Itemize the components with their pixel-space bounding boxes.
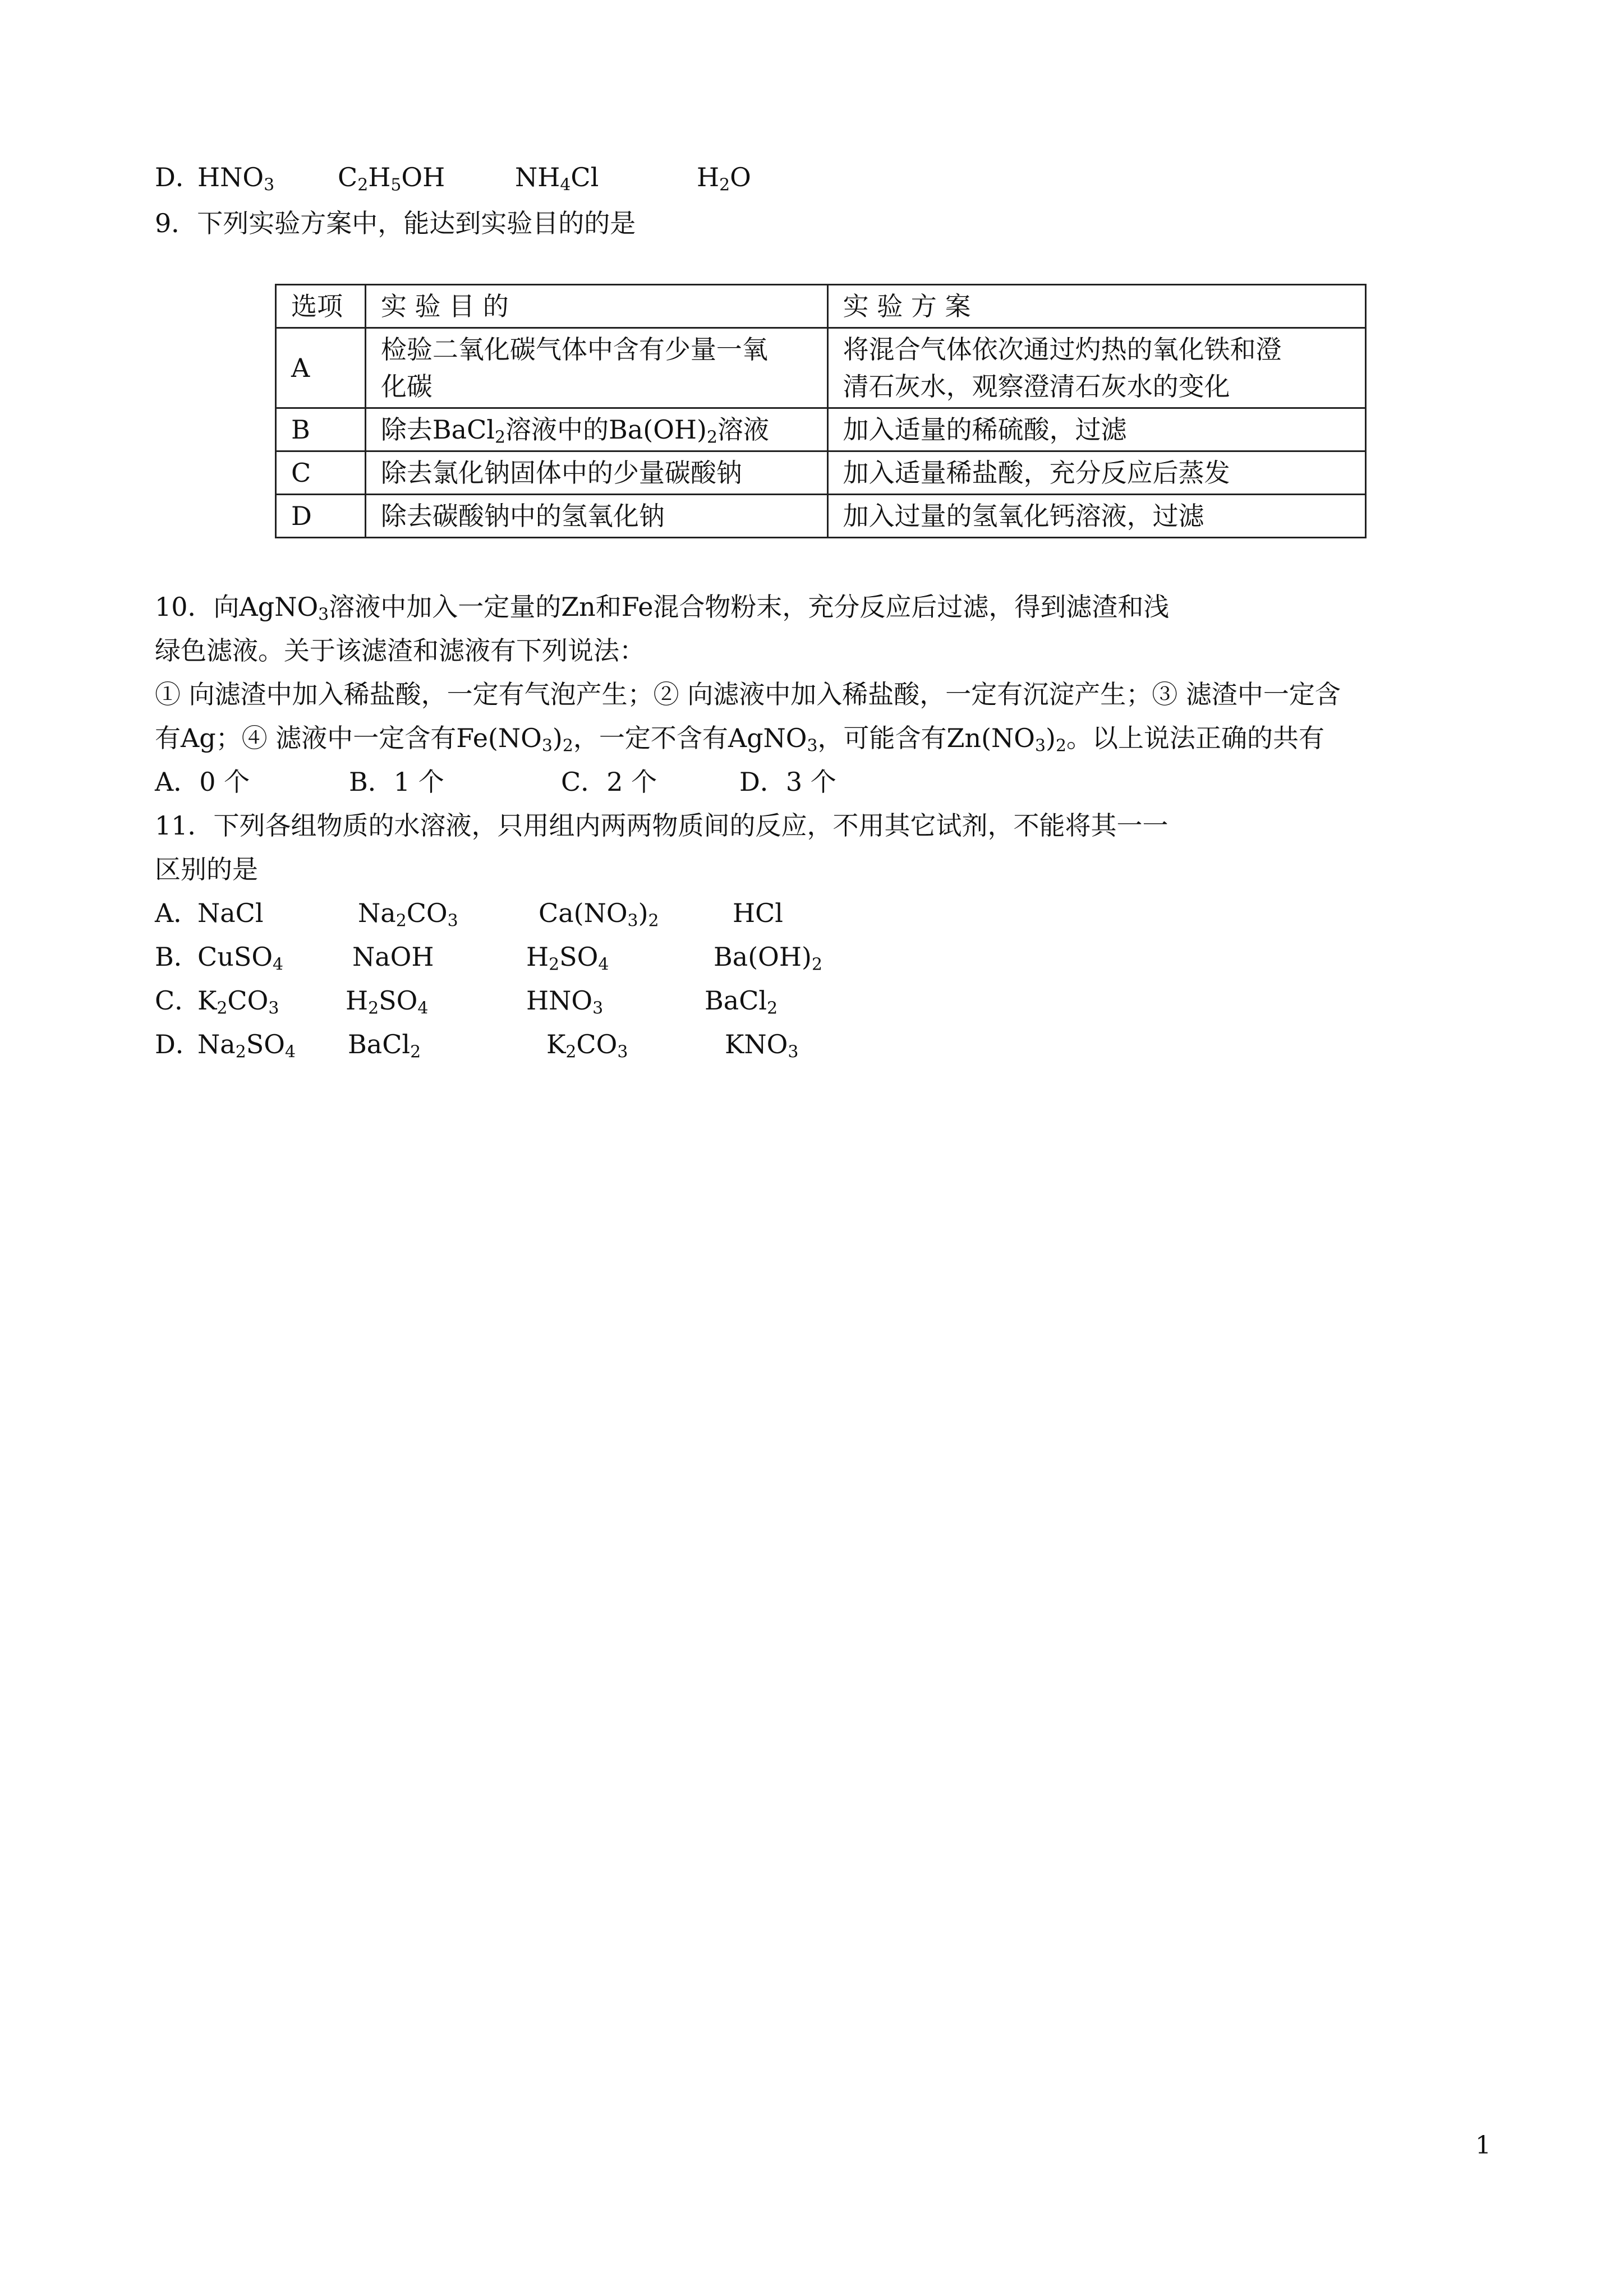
q8-d-item-2: $C_2H_5OH$	[338, 162, 445, 195]
q10-option-a: A．0 个	[155, 767, 250, 797]
q11-a-item-3: $Ca(NO_3)_2$	[539, 898, 659, 931]
q10-line-4: 有Ag；④ 滤液中一定含有$Fe(NO_3)_2$，一定不含有AgNO$_3$，可能含有$Zn(NO_3)_2$。以上说法正确的共有	[155, 723, 1325, 756]
q11-line-2: 区别的是	[155, 854, 258, 884]
q10-line-1: 10．向AgNO$_3$溶液中加入一定量的Zn和Fe混合物粉末，充分反应后过滤，得到滤渣和浅	[155, 592, 1170, 625]
q11-d-label: D．	[155, 1029, 201, 1059]
q11-d-item-3: $K_2CO_3$	[546, 1029, 628, 1062]
table-row	[276, 408, 1366, 451]
q10-option-d: D．3 个	[739, 767, 836, 797]
row-d-plan: 加入过量的氢氧化钙溶液，过滤	[827, 495, 1365, 538]
q11-c-item-3: $HNO_3$	[526, 985, 604, 1018]
row-d-purpose: 除去碳酸钠中的氢氧化钠	[365, 495, 827, 538]
row-a-plan-line-2: 清石灰水，观察澄清石灰水的变化	[843, 371, 1230, 402]
q8-d-label: D．	[155, 162, 201, 192]
table-row	[276, 495, 1366, 538]
q8-d-item-3: $NH_4Cl$	[515, 162, 599, 195]
q11-c-label: C．	[155, 985, 201, 1016]
table-row	[276, 328, 1366, 408]
row-a-option: A	[276, 328, 366, 408]
table-row	[276, 451, 1366, 495]
row-c-plan: 加入适量稀盐酸，充分反应后蒸发	[827, 451, 1365, 495]
q11-line-1: 11．下列各组物质的水溶液，只用组内两两物质间的反应，不用其它试剂，不能将其一一	[155, 810, 1168, 841]
q11-d-item-1: $Na_2SO_4$	[197, 1029, 296, 1062]
q11-b-item-4: $Ba(OH)_2$	[714, 942, 822, 975]
q11-d-item-2: BaCl$_2$	[348, 1029, 421, 1062]
row-a-purpose-line-2: 化碳	[380, 371, 433, 402]
row-a-plan	[827, 328, 1365, 408]
row-b-option: B	[276, 408, 366, 451]
q10-line-3: ① 向滤渣中加入稀盐酸，一定有气泡产生；② 向滤液中加入稀盐酸，一定有沉淀产生；③ 滤渣中一定含	[155, 679, 1341, 709]
row-a-purpose	[365, 328, 827, 408]
q11-a-label: A．	[155, 898, 200, 928]
q11-c-item-4: BaCl$_2$	[705, 985, 778, 1018]
q10-option-c: C．2 个	[561, 767, 657, 797]
q9-experiment-table	[275, 284, 1367, 538]
q9-stem: 9．下列实验方案中，能达到实验目的的是	[155, 208, 636, 238]
row-c-option: C	[276, 451, 366, 495]
q8-d-item-4: $H_2O$	[697, 162, 751, 195]
row-c-purpose: 除去氯化钠固体中的少量碳酸钠	[365, 451, 827, 495]
row-b-purpose: 除去BaCl$_2$溶液中的$Ba(OH)_2$溶液	[365, 408, 827, 451]
q11-b-item-2: NaOH	[352, 942, 434, 972]
header-plan: 实 验 方 案	[827, 285, 1365, 328]
q11-c-item-2: $H_2SO_4$	[346, 985, 429, 1018]
q10-line-2: 绿色滤液。关于该滤渣和滤液有下列说法：	[155, 635, 645, 666]
q11-a-item-4: HCl	[733, 898, 784, 928]
row-a-purpose-line-1: 检验二氧化碳气体中含有少量一氧	[380, 334, 768, 365]
q11-b-item-3: $H_2SO_4$	[526, 942, 609, 975]
q11-a-item-1: NaCl	[197, 898, 264, 928]
q11-b-label: B．	[155, 942, 200, 972]
q11-c-item-1: $K_2CO_3$	[197, 985, 279, 1018]
header-purpose: 实 验 目 的	[365, 285, 827, 328]
row-a-plan-line-1: 将混合气体依次通过灼热的氧化铁和澄	[843, 334, 1282, 365]
q11-d-item-4: $KNO_3$	[725, 1029, 799, 1062]
q11-b-item-1: CuSO$_4$	[197, 942, 284, 975]
q10-option-b: B．1 个	[349, 767, 444, 797]
page-number: 1	[1475, 2131, 1491, 2160]
table-header-row	[276, 285, 1366, 328]
header-option: 选项	[276, 285, 366, 328]
q11-a-item-2: $Na_2CO_3$	[358, 898, 458, 931]
q8-d-item-1: $HNO_3$	[197, 162, 275, 195]
row-d-option: D	[276, 495, 366, 538]
row-b-plan: 加入适量的稀硫酸，过滤	[827, 408, 1365, 451]
